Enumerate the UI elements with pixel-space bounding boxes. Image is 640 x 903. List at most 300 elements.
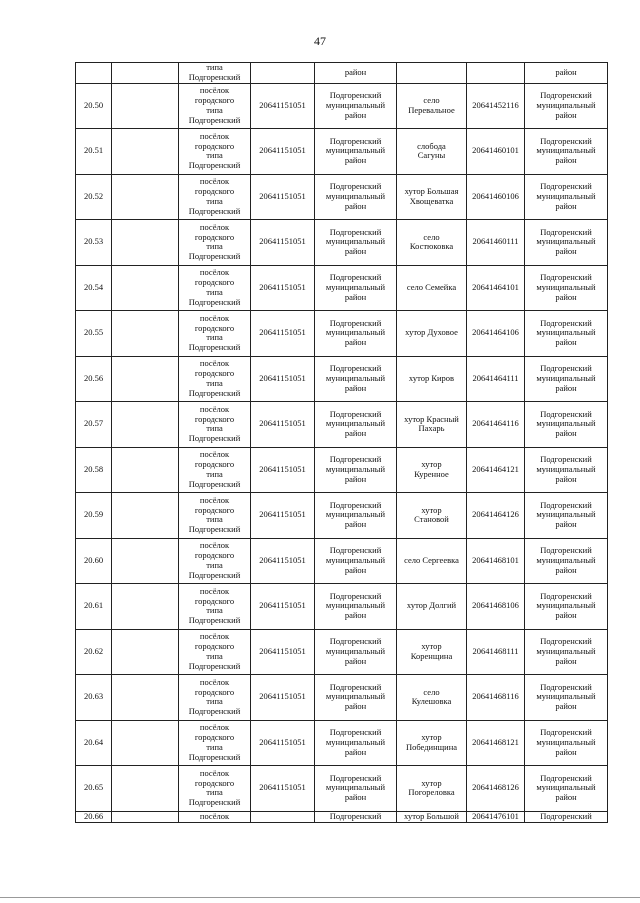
cell-district — [315, 265, 397, 311]
cell-locality — [397, 129, 467, 175]
cell-empty — [112, 63, 179, 84]
cell-settlement — [179, 675, 251, 721]
locality-line: Погореловка — [408, 787, 455, 798]
district-line: муниципальный — [536, 509, 596, 520]
district-line: район — [555, 109, 577, 120]
table-row — [76, 402, 608, 448]
district-line: район — [344, 337, 367, 348]
cell-district — [315, 220, 397, 266]
cell-code: 20641151051 — [251, 356, 315, 402]
cell-empty — [112, 174, 179, 220]
district-line: муниципальный — [536, 463, 596, 474]
locality-line: село — [423, 686, 440, 697]
settlement-line: типа — [206, 650, 223, 661]
cell-empty — [112, 584, 179, 630]
district-line: Подгоренский — [540, 90, 592, 101]
table-row — [76, 584, 608, 630]
cell-locality — [397, 584, 467, 630]
district-line: Подгоренский — [329, 681, 382, 692]
settlement-line: городского — [194, 277, 235, 288]
cell-empty — [112, 311, 179, 357]
locality-line: Перевальное — [408, 104, 455, 115]
table-row — [76, 174, 608, 220]
cell-district-2 — [525, 447, 608, 493]
settlement-line: городского — [194, 641, 235, 652]
cell-district — [315, 174, 397, 220]
locality-line: Кулешовка — [411, 696, 452, 707]
settlement-line: городского — [194, 140, 235, 151]
settlement-line: Подгоренский — [188, 706, 241, 717]
cell-code: 20641151051 — [251, 493, 315, 539]
settlement-line: Подгоренский — [188, 569, 241, 580]
cell-district: район — [315, 63, 397, 84]
table-row — [76, 538, 608, 584]
district-line: Подгоренский — [329, 545, 382, 556]
district-line: муниципальный — [536, 554, 596, 565]
cell-district-2 — [525, 675, 608, 721]
district-line: район — [344, 792, 367, 803]
district-line: район — [344, 655, 367, 666]
settlement-line: городского — [194, 550, 235, 561]
settlement-line: типа — [206, 62, 223, 72]
cell-empty — [112, 83, 179, 129]
cell-code: 20641151051 — [251, 766, 315, 812]
district-line: муниципальный — [536, 236, 596, 247]
district-line: район — [344, 155, 367, 166]
settlement-line: Подгоренский — [188, 71, 241, 82]
cell-empty — [112, 493, 179, 539]
settlement-line: посёлок — [199, 449, 230, 460]
district-line: муниципальный — [536, 418, 596, 429]
district-line: муниципальный — [536, 190, 596, 201]
cell-empty — [112, 811, 179, 822]
cell-code-2: 20641452116 — [467, 83, 525, 129]
district-line: Подгоренский — [329, 408, 382, 419]
settlement-line: типа — [206, 241, 223, 252]
cell-district-2 — [525, 493, 608, 539]
cell-number: 20.58 — [76, 447, 112, 493]
district-line: муниципальный — [325, 736, 386, 747]
settlement-line: городского — [194, 186, 235, 197]
district-line: Подгоренский — [540, 636, 592, 647]
cell-number: 20.64 — [76, 720, 112, 766]
cell-district-2 — [525, 83, 608, 129]
district-line: муниципальный — [325, 99, 386, 110]
cell-code-2: 20641464116 — [467, 402, 525, 448]
district-line: район — [555, 428, 577, 439]
settlement-line: Подгоренский — [188, 524, 241, 535]
cell-district-2 — [525, 402, 608, 448]
district-line: Подгоренский — [540, 135, 592, 146]
settlement-line: посёлок — [199, 221, 230, 232]
settlement-line: посёлок — [199, 722, 230, 733]
settlement-line: типа — [206, 559, 223, 570]
district-line: муниципальный — [325, 372, 386, 383]
cell-code-2: 20641460106 — [467, 174, 525, 220]
settlement-line: типа — [206, 150, 223, 161]
district-line: Подгоренский — [540, 363, 592, 374]
settlement-line: Подгоренский — [188, 205, 241, 216]
district-line: Подгоренский — [540, 499, 592, 510]
district-line: район — [555, 246, 577, 257]
table-row — [76, 311, 608, 357]
cell-settlement: посёлок — [179, 811, 251, 822]
settlement-line: городского — [194, 413, 235, 424]
cell-code: 20641151051 — [251, 220, 315, 266]
district-line: Подгоренский — [329, 363, 382, 374]
district-line: муниципальный — [325, 236, 386, 247]
settlement-line: типа — [206, 104, 223, 115]
locality-line: Сагуны — [417, 150, 446, 161]
district-line: Подгоренский — [540, 590, 592, 601]
cell-settlement — [179, 63, 251, 84]
cell-empty — [112, 720, 179, 766]
cell-code-2: 20641464106 — [467, 311, 525, 357]
district-line: район — [555, 473, 577, 484]
locality-line: Куренное — [414, 468, 449, 479]
cell-code: 20641151051 — [251, 174, 315, 220]
district-line: муниципальный — [325, 691, 386, 702]
cell-district — [315, 356, 397, 402]
district-line: район — [344, 473, 367, 484]
district-line: муниципальный — [536, 736, 596, 747]
cell-district — [315, 766, 397, 812]
cell-number: 20.54 — [76, 265, 112, 311]
settlement-line: городского — [194, 777, 235, 788]
locality-line: хутор Долгий — [406, 600, 457, 611]
cell-locality — [397, 311, 467, 357]
cell-locality: хутор Большой — [397, 811, 467, 822]
cell-locality — [397, 356, 467, 402]
cell-number: 20.65 — [76, 766, 112, 812]
settlement-line: городского — [194, 368, 235, 379]
cell-district-2 — [525, 265, 608, 311]
district-line: район — [555, 792, 577, 803]
cell-district — [315, 629, 397, 675]
district-line: район — [555, 610, 577, 621]
cell-district — [315, 493, 397, 539]
district-line: муниципальный — [536, 372, 596, 383]
settlement-line: типа — [206, 468, 223, 479]
settlement-line: посёлок — [199, 585, 230, 596]
cell-district-2 — [525, 629, 608, 675]
settlement-line: городского — [194, 459, 235, 470]
locality-line: хутор — [421, 732, 442, 743]
district-line: муниципальный — [536, 691, 596, 702]
district-line: район — [555, 655, 577, 666]
table-body — [76, 63, 608, 823]
locality-line: Пахарь — [418, 423, 445, 434]
settlement-line: посёлок — [199, 85, 230, 96]
district-line: муниципальный — [536, 645, 596, 656]
cell-settlement — [179, 402, 251, 448]
settlement-line: посёлок — [199, 358, 230, 369]
district-line: муниципальный — [325, 600, 386, 611]
cell-empty — [112, 356, 179, 402]
cell-district — [315, 447, 397, 493]
cell-locality — [397, 493, 467, 539]
district-line: район — [344, 564, 367, 575]
table-row — [76, 629, 608, 675]
cell-code-2: 20641468121 — [467, 720, 525, 766]
settlement-line: Подгоренский — [188, 478, 241, 489]
cell-district — [315, 675, 397, 721]
cell-settlement — [179, 356, 251, 402]
locality-line: Хвощеватка — [409, 195, 454, 206]
cell-code: 20641151051 — [251, 675, 315, 721]
district-line: район — [344, 519, 367, 530]
district-line: муниципальный — [536, 99, 596, 110]
settlement-line: городского — [194, 231, 235, 242]
page-number: 47 — [314, 34, 326, 48]
cell-number: 20.63 — [76, 675, 112, 721]
cell-code-2: 20641468126 — [467, 766, 525, 812]
district-line: район — [555, 519, 577, 530]
locality-line: село Семейка — [406, 281, 457, 292]
settlement-line: типа — [206, 605, 223, 616]
district-line: Подгоренский — [329, 499, 382, 510]
locality-line: слобода — [417, 140, 446, 151]
settlement-line: Подгоренский — [188, 387, 241, 398]
district-line: Подгоренский — [329, 181, 382, 192]
cell-locality — [397, 766, 467, 812]
cell-district — [315, 402, 397, 448]
cell-district-2 — [525, 174, 608, 220]
locality-line: хутор — [421, 641, 442, 652]
district-line: район — [344, 610, 367, 621]
settlement-line: типа — [206, 377, 223, 388]
cell-settlement — [179, 129, 251, 175]
district-line: район — [555, 200, 577, 211]
cell-number: 20.61 — [76, 584, 112, 630]
settlement-line: Подгоренский — [188, 251, 241, 262]
cell-number: 20.53 — [76, 220, 112, 266]
cell-district-2 — [525, 720, 608, 766]
cell-locality — [397, 629, 467, 675]
district-line: муниципальный — [325, 554, 386, 565]
cell-district-2 — [525, 220, 608, 266]
cell-number: 20.59 — [76, 493, 112, 539]
district-line: район — [344, 746, 367, 757]
cell-district-2: Подгоренский — [525, 811, 608, 822]
cell-code-2: 20641476101 — [467, 811, 525, 822]
table-row — [76, 83, 608, 129]
cell-number: 20.56 — [76, 356, 112, 402]
cell-settlement — [179, 538, 251, 584]
settlement-line: посёлок — [199, 130, 230, 141]
district-line: район — [555, 155, 577, 166]
cell-locality — [397, 538, 467, 584]
locality-line: хутор Красный — [404, 413, 459, 424]
table-row-continued — [76, 63, 608, 84]
locality-line: хутор — [421, 777, 442, 788]
table-row — [76, 766, 608, 812]
district-line: район — [344, 200, 367, 211]
district-line: Подгоренский — [540, 408, 592, 419]
cell-settlement — [179, 493, 251, 539]
cell-code: 20641151051 — [251, 402, 315, 448]
locality-line: хутор Духовое — [405, 327, 458, 338]
district-line: Подгоренский — [540, 272, 592, 283]
cell-code: 20641151051 — [251, 720, 315, 766]
district-line: муниципальный — [325, 190, 386, 201]
cell-code: 20641151051 — [251, 584, 315, 630]
district-line: Подгоренский — [540, 681, 592, 692]
cell-code-2: 20641468106 — [467, 584, 525, 630]
district-line: муниципальный — [325, 645, 386, 656]
cell-code: 20641151051 — [251, 538, 315, 584]
settlement-line: городского — [194, 732, 235, 743]
settlement-line: Подгоренский — [188, 160, 241, 171]
cell-locality — [397, 174, 467, 220]
settlement-line: посёлок — [199, 403, 230, 414]
cell-code-2: 20641464126 — [467, 493, 525, 539]
locality-line: хутор Киров — [408, 372, 455, 383]
settlement-line: Подгоренский — [188, 751, 241, 762]
cell-code-2: 20641464121 — [467, 447, 525, 493]
table-row — [76, 129, 608, 175]
district-line: муниципальный — [536, 327, 596, 338]
cell-empty — [112, 402, 179, 448]
district-line: Подгоренский — [540, 727, 592, 738]
district-line: район — [555, 382, 577, 393]
district-line: район — [555, 701, 577, 712]
settlement-line: типа — [206, 696, 223, 707]
district-line: муниципальный — [536, 145, 596, 156]
cell-locality — [397, 220, 467, 266]
district-line: Подгоренский — [329, 636, 382, 647]
cell-district-2 — [525, 311, 608, 357]
locality-line: село — [423, 231, 440, 242]
district-line: муниципальный — [325, 782, 386, 793]
cell-code-2 — [467, 63, 525, 84]
cell-number: 20.66 — [76, 811, 112, 822]
locality-line: село — [423, 95, 440, 106]
district-line: Подгоренский — [329, 317, 382, 328]
cell-number: 20.52 — [76, 174, 112, 220]
district-line: муниципальный — [325, 327, 386, 338]
cell-district-2: район — [525, 63, 608, 84]
table-row — [76, 447, 608, 493]
cell-code — [251, 811, 315, 822]
table-row-partial — [76, 811, 608, 822]
settlement-line: типа — [206, 787, 223, 798]
cell-locality — [397, 720, 467, 766]
district-line: Подгоренский — [329, 772, 382, 783]
cell-empty — [112, 129, 179, 175]
cell-number — [76, 63, 112, 84]
cell-settlement — [179, 83, 251, 129]
settlement-line: Подгоренский — [188, 342, 241, 353]
cell-locality — [397, 63, 467, 84]
district-line: муниципальный — [536, 782, 596, 793]
cell-code: 20641151051 — [251, 129, 315, 175]
cell-code: 20641151051 — [251, 83, 315, 129]
district-line: Подгоренский — [540, 181, 592, 192]
cell-district: Подгоренский — [315, 811, 397, 822]
district-line: муниципальный — [536, 281, 596, 292]
cell-number: 20.55 — [76, 311, 112, 357]
settlement-line: городского — [194, 595, 235, 606]
cell-district — [315, 83, 397, 129]
settlement-line: Подгоренский — [188, 296, 241, 307]
locality-line: хутор Большая — [404, 186, 459, 197]
district-line: Подгоренский — [329, 727, 382, 738]
cell-code: 20641151051 — [251, 629, 315, 675]
cell-locality — [397, 83, 467, 129]
settlement-line: типа — [206, 332, 223, 343]
cell-locality — [397, 675, 467, 721]
district-line: муниципальный — [325, 509, 386, 520]
cell-number: 20.51 — [76, 129, 112, 175]
cell-empty — [112, 220, 179, 266]
cell-code: 20641151051 — [251, 447, 315, 493]
settlement-line: Подгоренский — [188, 114, 241, 125]
district-line: Подгоренский — [329, 454, 382, 465]
cell-settlement — [179, 584, 251, 630]
district-line: Подгоренский — [540, 545, 592, 556]
district-line: район — [344, 246, 367, 257]
cell-district-2 — [525, 129, 608, 175]
settlement-line: Подгоренский — [188, 433, 241, 444]
page-bottom-edge — [0, 897, 640, 898]
district-line: Подгоренский — [329, 90, 382, 101]
district-line: район — [555, 337, 577, 348]
cell-number: 20.50 — [76, 83, 112, 129]
cell-number: 20.57 — [76, 402, 112, 448]
cell-settlement — [179, 766, 251, 812]
settlement-line: посёлок — [199, 267, 230, 278]
district-line: Подгоренский — [540, 317, 592, 328]
district-line: район — [344, 701, 367, 712]
district-line: Подгоренский — [329, 590, 382, 601]
cell-empty — [112, 538, 179, 584]
district-line: Подгоренский — [329, 135, 382, 146]
cell-empty — [112, 629, 179, 675]
locality-line: хутор — [421, 504, 442, 515]
locality-line: Побединщина — [405, 741, 458, 752]
settlement-line: типа — [206, 741, 223, 752]
settlement-line: Подгоренский — [188, 615, 241, 626]
cell-code: 20641151051 — [251, 311, 315, 357]
cell-locality — [397, 447, 467, 493]
district-line: муниципальный — [325, 418, 386, 429]
locality-line: Коренщина — [410, 650, 453, 661]
cell-district — [315, 584, 397, 630]
cell-empty — [112, 675, 179, 721]
settlement-line: Подгоренский — [188, 660, 241, 671]
cell-code-2: 20641464111 — [467, 356, 525, 402]
district-line: район — [555, 564, 577, 575]
locality-line: Костюковка — [409, 241, 454, 252]
cell-empty — [112, 766, 179, 812]
cell-empty — [112, 265, 179, 311]
settlement-line: посёлок — [199, 767, 230, 778]
district-line: Подгоренский — [329, 272, 382, 283]
table-row — [76, 720, 608, 766]
cell-settlement — [179, 220, 251, 266]
cell-code-2: 20641468111 — [467, 629, 525, 675]
cell-settlement — [179, 629, 251, 675]
district-line: Подгоренский — [329, 226, 382, 237]
settlement-line: посёлок — [199, 494, 230, 505]
cell-code-2: 20641464101 — [467, 265, 525, 311]
settlement-line: типа — [206, 423, 223, 434]
cell-code: 20641151051 — [251, 265, 315, 311]
locality-line: село Сергеевка — [404, 554, 459, 565]
cell-district — [315, 129, 397, 175]
district-line: район — [555, 746, 577, 757]
